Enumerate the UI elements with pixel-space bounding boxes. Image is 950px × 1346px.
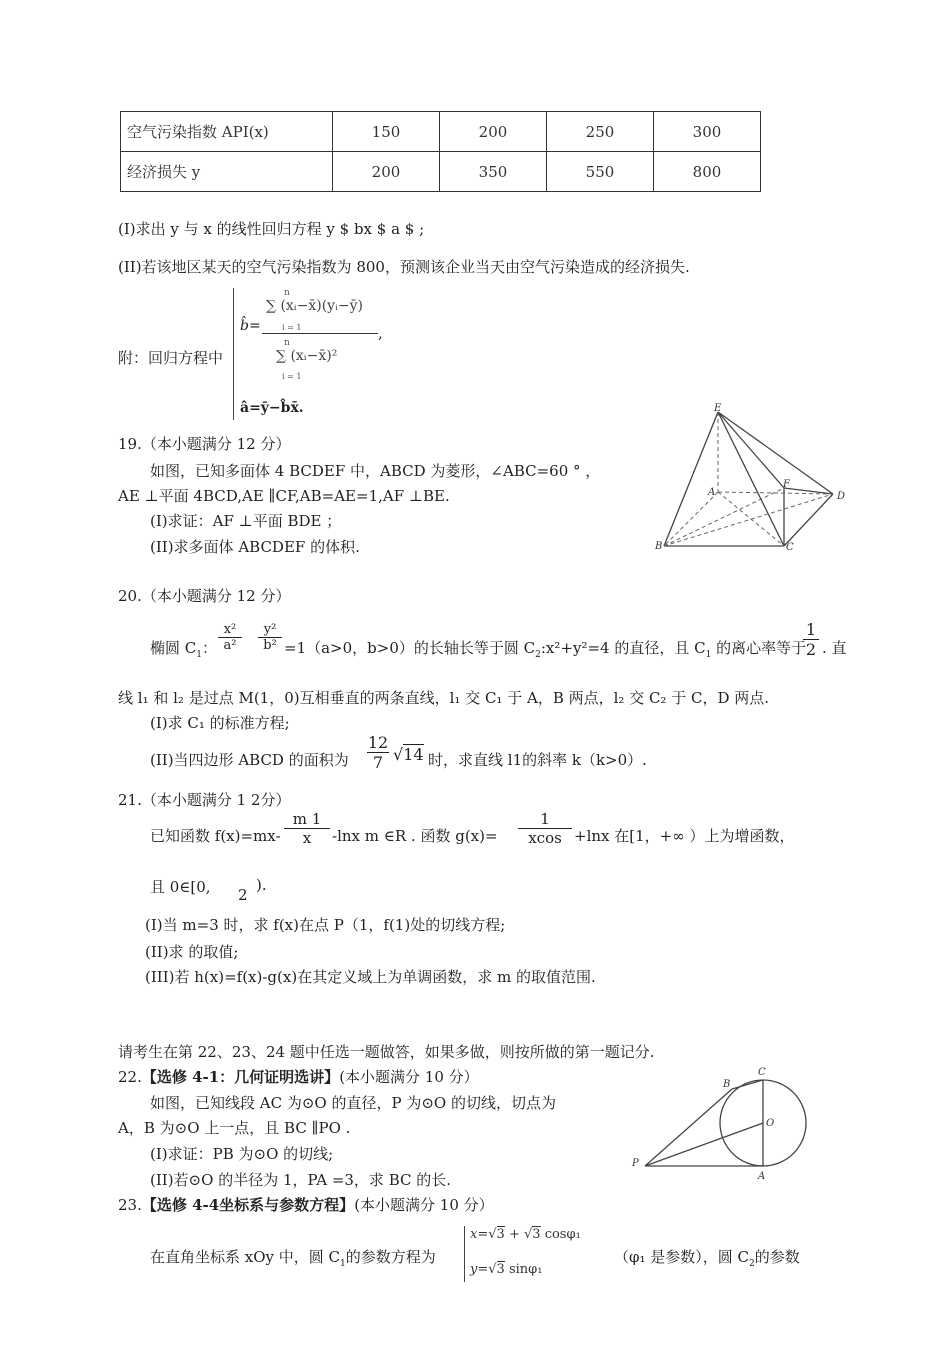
param-eq-y: y=√3 sinφ₁ (470, 1262, 543, 1277)
table-cell: 550 (547, 152, 654, 192)
p19-question-2: (II)求多面体 ABCDEF 的体积. (150, 538, 360, 556)
point-label: B (723, 1079, 731, 1090)
p21-header: 21.（本小题满分 1 2分） (118, 791, 291, 809)
p22-header: 22.【选修 4-1：几何证明选讲】(本小题满分 10 分） (118, 1068, 479, 1086)
frac-den: 2 (805, 640, 817, 659)
table-row-label: 空气污染指数 API(x) (121, 112, 333, 152)
frac-num: 12 (367, 733, 389, 752)
table-row (121, 152, 761, 192)
sum-bottom: i = 1 (282, 323, 302, 332)
p22-question-2: (II)若⊙O 的半径为 1，PA =3，求 BC 的长. (150, 1171, 452, 1189)
sqrt-14: √14 (393, 745, 424, 764)
p19-question-1: (I)求证：AF ⊥平面 BDE ； (150, 512, 342, 530)
p22-question-1: (I)求证：PB 为⊙O 的切线; (150, 1145, 334, 1163)
p21-line-1: 已知函数 f(x)=mx- (150, 827, 281, 845)
p19-line-1: 如图，已知多面体 4 BCDEF 中，ABCD 为菱形，∠ABC=60 ° ， (150, 462, 601, 480)
formula-a: â=ȳ−b̂x̄. (240, 400, 304, 416)
frac-den: a² (223, 638, 237, 653)
sum-top: n (284, 338, 290, 348)
sum-top: n (284, 288, 290, 298)
p21-line-1-end: +lnx 在[1，+∞ ）上为增函数， (574, 827, 795, 845)
notice: 请考生在第 22、23、24 题中任选一题做答，如果多做，则按所做的第一题记分. (118, 1043, 655, 1061)
sum-bottom: i = 1 (282, 372, 302, 381)
frac-num: x² (218, 622, 242, 638)
table-cell: 150 (333, 112, 440, 152)
frac-den: x (302, 829, 312, 847)
frac-den: xcos (528, 829, 562, 847)
p19-line-2: AE ⊥平面 4BCD,AE ∥CF,AB=AE=1,AF ⊥BE. (118, 487, 450, 505)
table-cell: 200 (333, 152, 440, 192)
p20-question-1: (I)求 C₁ 的标准方程; (150, 714, 290, 732)
point-label: A (758, 1171, 766, 1182)
vertex-label: E (714, 403, 722, 414)
p20-header: 20.（本小题满分 12 分） (118, 587, 291, 605)
circle-figure (625, 1062, 825, 1186)
point-label: C (758, 1067, 766, 1078)
formula-b-lhs: b̂= (240, 318, 261, 334)
table-cell: 250 (547, 112, 654, 152)
p23-line-1: 在直角坐标系 xOy 中，圆 $C_1$的参数方程为 (150, 1248, 436, 1269)
api-table (120, 111, 761, 192)
table-cell: 800 (654, 152, 761, 192)
formula-b-denominator: ∑ (xᵢ−x̄)² (276, 348, 338, 364)
appendix-label: 附：回归方程中 (118, 349, 224, 367)
frac-num: m 1 (284, 810, 330, 829)
p23-line-1-end: （φ₁ 是参数），圆 $C_2$的参数 (614, 1248, 800, 1269)
p19-header: 19.（本小题满分 12 分） (118, 435, 291, 453)
frac-num: 1 (518, 810, 572, 829)
frac-den: 7 (372, 753, 384, 772)
frac-den: 2 (238, 886, 248, 904)
frac-num: 1 (803, 620, 819, 640)
p20-question-2-end: 时，求直线 l1的斜率 k（k>0）. (428, 751, 647, 769)
p20-line-1-end: . 直 (822, 639, 847, 657)
frac-num: y² (258, 622, 282, 638)
fraction-bar (262, 333, 378, 334)
table-row (121, 112, 761, 152)
frac-den: b² (263, 638, 277, 653)
p18-question-2: (II)若该地区某天的空气污染指数为 800，预测该企业当天由空气污染造成的经济损失. (118, 258, 690, 276)
vertex-label: A (708, 487, 716, 498)
p21-question-3: (III)若 h(x)=f(x)-g(x)在其定义域上为单调函数，求 m 的取值范围. (145, 968, 596, 986)
point-label: O (766, 1118, 775, 1129)
p21-question-2: (II)求 的取值; (145, 943, 239, 961)
p20-line-1: =1（a>0，b>0）的长轴长等于圆 $C_2:x^2+y^2=4$ 的直径，且 $C_1$ 的离心率等于 (284, 639, 807, 660)
param-eq-x: x=√3 + √3 cosφ₁ (470, 1227, 581, 1242)
p20-question-2: (II)当四边形 ABCD 的面积为 (150, 751, 349, 769)
p22-line-1: 如图，已知线段 AC 为⊙O 的直径，P 为⊙O 的切线，切点为 (150, 1094, 556, 1112)
table-row-label: 经济损失 y (121, 152, 333, 192)
formula-brace (233, 288, 236, 420)
formula-b-numerator: ∑ (xᵢ−x̄)(yᵢ−ȳ) (266, 298, 363, 314)
p20-ellipse-label: 椭圆 $C_1$： (150, 639, 217, 660)
param-brace (464, 1226, 467, 1282)
p21-line-1-mid: -lnx m ∈R . 函数 g(x)= (332, 827, 498, 845)
p21-question-1: (I)当 m=3 时，求 f(x)在点 P（1，f(1)处的切线方程; (145, 916, 506, 934)
vertex-label: F (783, 479, 790, 490)
p22-line-2: A，B 为⊙O 上一点，且 BC ∥PO . (118, 1119, 351, 1137)
table-cell: 350 (440, 152, 547, 192)
point-label: P (632, 1158, 639, 1169)
table-cell: 200 (440, 112, 547, 152)
p18-question-1: (I)求出 y 与 x 的线性回归方程 y $ bx $ a $ ; (118, 220, 425, 238)
vertex-label: D (837, 491, 846, 502)
table-cell: 300 (654, 112, 761, 152)
p20-line-2: 线 l₁ 和 l₂ 是过点 M(1，0)互相垂直的两条直线，l₁ 交 C₁ 于 A，B 两点，l₂ 交 C₂ 于 C，D 两点. (118, 689, 770, 707)
vertex-label: B (655, 541, 663, 552)
vertex-label: C (786, 542, 794, 552)
p21-line-2: 且 0∈[0, (150, 878, 211, 896)
p21-line-2-end: ). (256, 876, 267, 894)
p23-header: 23.【选修 4-4坐标系与参数方程】(本小题满分 10 分） (118, 1196, 494, 1214)
polyhedron-figure (650, 400, 855, 552)
